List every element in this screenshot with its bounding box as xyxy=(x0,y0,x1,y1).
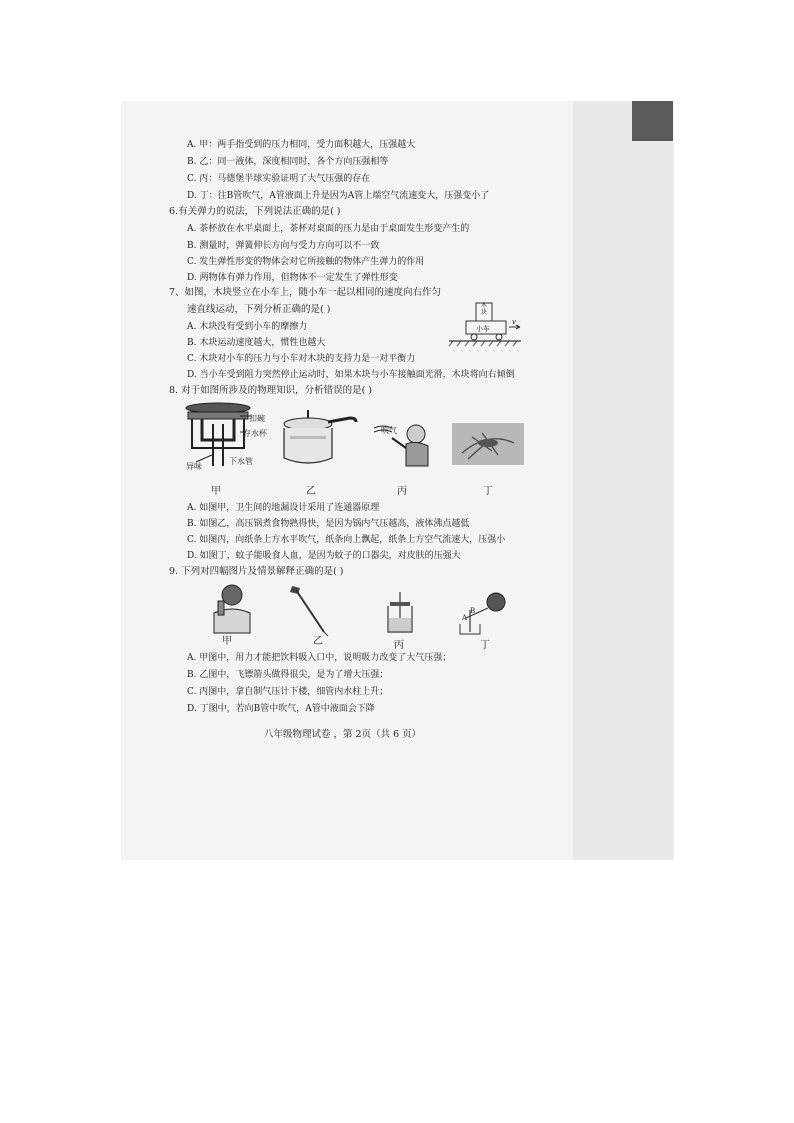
drain-top xyxy=(188,412,248,419)
q8-caption-jia: 甲 xyxy=(211,486,221,497)
buckle-bowl xyxy=(202,419,234,440)
q9-drinking-boy-figure xyxy=(208,583,254,635)
q5-option-d: D. 丁：往B管吹气，A管液面上升是因为A管上端空气流速变大，压强变小了 xyxy=(187,191,490,201)
scanner-bed-edge xyxy=(571,101,673,860)
q7-option-a: A. 木块没有受到小车的摩擦力 xyxy=(187,322,308,332)
mosquito-body xyxy=(478,439,498,447)
q7-stem-line2: 速直线运动，下列分析正确的是( ) xyxy=(187,304,331,315)
q9-barometer-figure xyxy=(382,592,418,636)
bottle-stopper xyxy=(390,602,410,606)
drain-pipe xyxy=(213,424,223,466)
q9-label-a: A xyxy=(462,614,468,622)
cooker-body xyxy=(284,428,332,463)
q7-stem-line1: 7、如图，木块竖立在小车上，随小车一起以相同的速度向右作匀 xyxy=(169,287,442,298)
q8-pressure-cooker-figure xyxy=(280,408,360,473)
page-footer: 八年级物理试卷 ，第 2页（共 6 页） xyxy=(264,729,422,740)
q8-label-yiwei: 异味 xyxy=(186,462,202,471)
scanner-dark-corner xyxy=(632,101,673,141)
q8-option-b: B. 如图乙，高压锅煮食物熟得快，是因为锅内气压越高，液体沸点越低 xyxy=(187,519,470,529)
q8-caption-bing: 丙 xyxy=(397,486,407,497)
q9-option-c: C. 丙图中，拿自制气压计下楼，细管内水柱上升； xyxy=(187,687,389,697)
boy-head xyxy=(407,425,425,443)
q8-label-cunshuibei: 存水杯 xyxy=(243,429,267,438)
q6-stem: 6.有关弹力的说法，下列说法正确的是( ) xyxy=(169,206,341,217)
q8-option-c: C. 如图丙，向纸条上方水平吹气，纸条向上飘起，纸条上方空气流速大，压强小 xyxy=(187,535,506,545)
q9-label-b: B xyxy=(470,607,476,615)
q9-caption-jia: 甲 xyxy=(222,636,232,647)
q5-option-b: B. 乙：同一液体，深度相同时，各个方向压强相等 xyxy=(187,157,389,167)
q9-caption-ding: 丁 xyxy=(480,640,490,651)
q9-caption-yi: 乙 xyxy=(313,636,323,647)
q7-option-d: D. 当小车受到阻力突然停止运动时，如果木块与小车接触面光滑，木块将向右倾倒 xyxy=(187,370,515,380)
q7-option-b: B. 木块运动速度越大，惯性也越大 xyxy=(187,338,326,348)
q6-option-b: B. 测量时，弹簧伸长方向与受力方向可以不一致 xyxy=(187,241,380,251)
q5-option-c: C. 丙：马德堡半球实验证明了大气压强的存在 xyxy=(187,174,371,184)
bottle-water xyxy=(389,618,411,631)
dart-shaft xyxy=(296,590,324,632)
drink-cup xyxy=(218,601,224,615)
q7-block-label: 木块 xyxy=(481,302,488,316)
cart-wheel-right xyxy=(496,334,502,340)
q8-label-chuiqi: 吹气 xyxy=(381,426,397,435)
q9-dart-figure xyxy=(288,584,330,636)
q9-option-d: D. 丁图中，若向B管中吹气，A管中液面会下降 xyxy=(187,704,375,714)
water-cup xyxy=(192,419,244,448)
q8-option-d: D. 如图丁，蚊子能吸食人血，是因为蚊子的口器尖，对皮肤的压强大 xyxy=(187,551,461,561)
q9-option-a: A. 甲图中，用力才能把饮料吸入口中，说明吸力改变了大气压强； xyxy=(187,653,452,663)
q8-mosquito-figure xyxy=(452,423,524,465)
q8-stem: 8. 对于如图所涉及的物理知识，分析错误的是( ) xyxy=(169,385,373,396)
q8-caption-ding: 丁 xyxy=(483,486,493,497)
boy-head xyxy=(487,593,505,611)
boy-head xyxy=(222,585,242,605)
q8-caption-yi: 乙 xyxy=(306,486,316,497)
q7-option-c: C. 木块对小车的压力与小车对木块的支持力是一对平衡力 xyxy=(187,354,416,364)
cooker-handle xyxy=(328,418,356,422)
q9-stem: 9. 下列对四幅图片及情景解释正确的是( ) xyxy=(169,566,344,577)
q8-option-a: A. 如图甲，卫生间的地漏设计采用了连通器原理 xyxy=(187,503,380,513)
cooker-band xyxy=(290,436,326,439)
q6-option-c: C. 发生弹性形变的物体会对它所接触的物体产生弹力的作用 xyxy=(187,257,425,267)
ground-hatch xyxy=(449,341,517,346)
q8-blowing-boy-figure xyxy=(368,418,438,478)
q9-caption-bing: 丙 xyxy=(394,640,404,651)
q7-velocity-label: v xyxy=(512,318,516,326)
boy-body xyxy=(406,442,428,466)
q9-option-b: B. 乙图中，飞镖箭头做得很尖，是为了增大压强； xyxy=(187,670,389,680)
q5-option-a: A. 甲：两手指受到的压力相同，受力面积越大，压强越大 xyxy=(187,140,416,150)
q6-option-d: D. 两物体有弹力作用，但物体不一定发生了弹性形变 xyxy=(187,273,398,283)
q7-cart-label: 小车 xyxy=(476,325,490,333)
boy-arm xyxy=(392,438,406,448)
q6-option-a: A. 茶杯放在水平桌面上，茶杯对桌面的压力是由于桌面发生形变产生的 xyxy=(187,224,470,234)
q8-label-koupan: 扣碗 xyxy=(249,414,265,423)
q8-label-xiashuiguan: 下水管 xyxy=(229,457,253,466)
dart-tip xyxy=(324,632,328,636)
